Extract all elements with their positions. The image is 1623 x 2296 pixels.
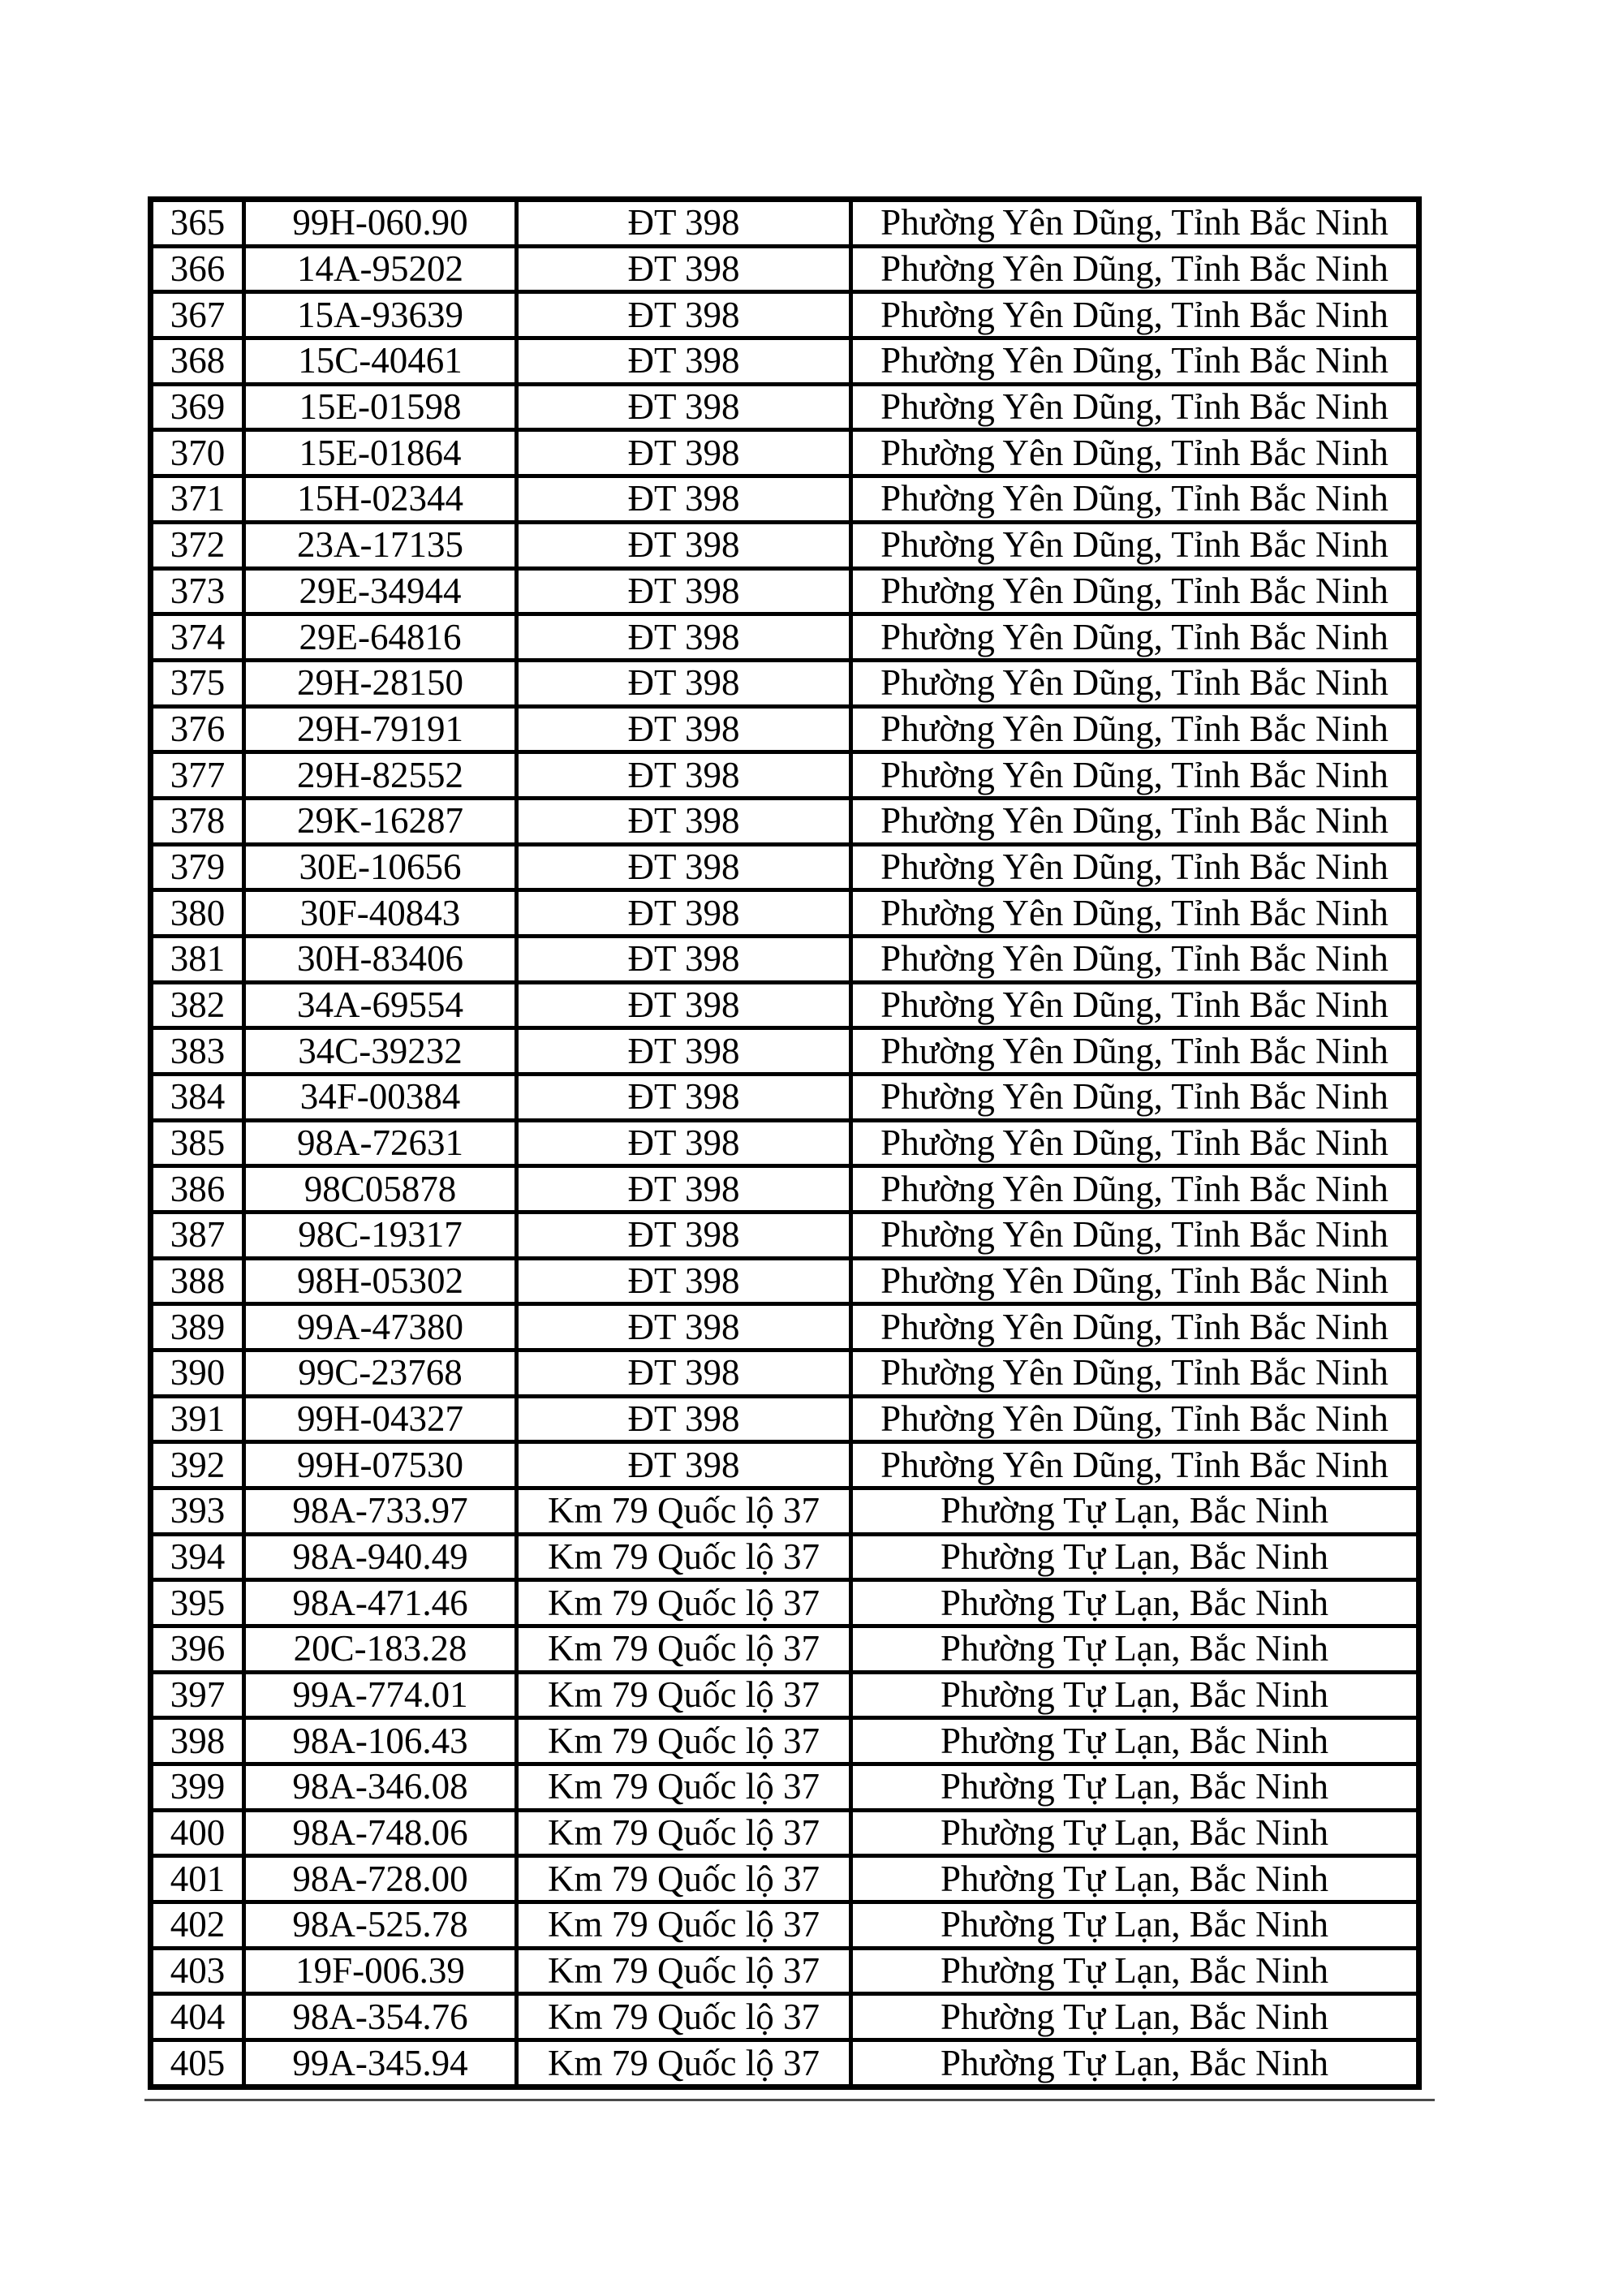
- location-cell: ĐT 398: [517, 1120, 851, 1166]
- plate-cell: 98A-748.06: [244, 1810, 517, 1856]
- address-cell: Phường Tự Lạn, Bắc Ninh: [851, 1534, 1419, 1580]
- address-cell: Phường Yên Dũng, Tỉnh Bắc Ninh: [851, 1258, 1419, 1304]
- location-cell: Km 79 Quốc lộ 37: [517, 1672, 851, 1718]
- table-row: [151, 936, 1419, 982]
- plate-cell: 99A-774.01: [244, 1672, 517, 1718]
- row-number-cell: 371: [151, 476, 244, 523]
- location-cell: ĐT 398: [517, 706, 851, 752]
- table-row: [151, 982, 1419, 1028]
- location-cell: ĐT 398: [517, 798, 851, 844]
- plate-cell: 99C-23768: [244, 1350, 517, 1396]
- table-row: [151, 1810, 1419, 1856]
- location-cell: Km 79 Quốc lộ 37: [517, 1626, 851, 1672]
- table-row: [151, 384, 1419, 430]
- address-cell: Phường Yên Dũng, Tỉnh Bắc Ninh: [851, 246, 1419, 292]
- location-cell: Km 79 Quốc lộ 37: [517, 1856, 851, 1902]
- address-cell: Phường Yên Dũng, Tỉnh Bắc Ninh: [851, 1028, 1419, 1075]
- location-cell: Km 79 Quốc lộ 37: [517, 1994, 851, 2040]
- plate-cell: 99H-060.90: [244, 200, 517, 247]
- row-number-cell: 367: [151, 292, 244, 338]
- table-row: [151, 1028, 1419, 1075]
- table-row: [151, 2040, 1419, 2087]
- table-row: [151, 844, 1419, 890]
- plate-cell: 99H-04327: [244, 1396, 517, 1442]
- row-number-cell: 395: [151, 1580, 244, 1626]
- plate-cell: 15H-02344: [244, 476, 517, 523]
- row-number-cell: 392: [151, 1442, 244, 1488]
- row-number-cell: 377: [151, 752, 244, 799]
- row-number-cell: 376: [151, 706, 244, 752]
- row-number-cell: 385: [151, 1120, 244, 1166]
- location-cell: ĐT 398: [517, 1350, 851, 1396]
- address-cell: Phường Yên Dũng, Tỉnh Bắc Ninh: [851, 1442, 1419, 1488]
- plate-cell: 19F-006.39: [244, 1948, 517, 1994]
- table-row: [151, 1764, 1419, 1810]
- location-cell: ĐT 398: [517, 430, 851, 476]
- plate-cell: 98A-940.49: [244, 1534, 517, 1580]
- address-cell: Phường Yên Dũng, Tỉnh Bắc Ninh: [851, 568, 1419, 614]
- row-number-cell: 405: [151, 2040, 244, 2087]
- location-cell: Km 79 Quốc lộ 37: [517, 1488, 851, 1534]
- location-cell: ĐT 398: [517, 384, 851, 430]
- location-cell: ĐT 398: [517, 660, 851, 706]
- plate-cell: 99A-345.94: [244, 2040, 517, 2087]
- plate-cell: 15E-01598: [244, 384, 517, 430]
- location-cell: ĐT 398: [517, 936, 851, 982]
- plate-cell: 15C-40461: [244, 338, 517, 385]
- plate-cell: 30F-40843: [244, 890, 517, 937]
- address-cell: Phường Tự Lạn, Bắc Ninh: [851, 2040, 1419, 2087]
- plate-cell: 23A-17135: [244, 522, 517, 568]
- row-number-cell: 388: [151, 1258, 244, 1304]
- table-row: [151, 200, 1419, 247]
- table-row: [151, 338, 1419, 385]
- plate-cell: 30H-83406: [244, 936, 517, 982]
- location-cell: Km 79 Quốc lộ 37: [517, 1902, 851, 1948]
- table-row: [151, 1580, 1419, 1626]
- address-cell: Phường Yên Dũng, Tỉnh Bắc Ninh: [851, 752, 1419, 799]
- address-cell: Phường Tự Lạn, Bắc Ninh: [851, 1672, 1419, 1718]
- location-cell: ĐT 398: [517, 476, 851, 523]
- address-cell: Phường Yên Dũng, Tỉnh Bắc Ninh: [851, 1166, 1419, 1213]
- address-cell: Phường Yên Dũng, Tỉnh Bắc Ninh: [851, 844, 1419, 890]
- table-row: [151, 430, 1419, 476]
- location-cell: Km 79 Quốc lộ 37: [517, 1718, 851, 1764]
- plate-cell: 98A-106.43: [244, 1718, 517, 1764]
- row-number-cell: 373: [151, 568, 244, 614]
- plate-cell: 29H-82552: [244, 752, 517, 799]
- vehicle-table-body: [151, 200, 1419, 2087]
- location-cell: ĐT 398: [517, 982, 851, 1028]
- plate-cell: 30E-10656: [244, 844, 517, 890]
- table-row: [151, 1948, 1419, 1994]
- table-row: [151, 1626, 1419, 1672]
- plate-cell: 98A-728.00: [244, 1856, 517, 1902]
- location-cell: Km 79 Quốc lộ 37: [517, 1580, 851, 1626]
- table-row: [151, 476, 1419, 523]
- address-cell: Phường Yên Dũng, Tỉnh Bắc Ninh: [851, 476, 1419, 523]
- row-number-cell: 387: [151, 1212, 244, 1258]
- table-row: [151, 1994, 1419, 2040]
- table-row: [151, 1534, 1419, 1580]
- location-cell: ĐT 398: [517, 246, 851, 292]
- table-row: [151, 1258, 1419, 1304]
- location-cell: ĐT 398: [517, 890, 851, 937]
- plate-cell: 29H-79191: [244, 706, 517, 752]
- table-row: [151, 1856, 1419, 1902]
- location-cell: ĐT 398: [517, 1258, 851, 1304]
- plate-cell: 15A-93639: [244, 292, 517, 338]
- row-number-cell: 399: [151, 1764, 244, 1810]
- row-number-cell: 380: [151, 890, 244, 937]
- address-cell: Phường Yên Dũng, Tỉnh Bắc Ninh: [851, 890, 1419, 937]
- location-cell: ĐT 398: [517, 1166, 851, 1213]
- row-number-cell: 389: [151, 1304, 244, 1350]
- plate-cell: 98A-471.46: [244, 1580, 517, 1626]
- plate-cell: 15E-01864: [244, 430, 517, 476]
- location-cell: ĐT 398: [517, 292, 851, 338]
- plate-cell: 98C05878: [244, 1166, 517, 1213]
- row-number-cell: 381: [151, 936, 244, 982]
- table-row: [151, 1902, 1419, 1948]
- table-row: [151, 1074, 1419, 1120]
- location-cell: ĐT 398: [517, 1396, 851, 1442]
- address-cell: Phường Tự Lạn, Bắc Ninh: [851, 1580, 1419, 1626]
- row-number-cell: 365: [151, 200, 244, 247]
- location-cell: ĐT 398: [517, 1074, 851, 1120]
- address-cell: Phường Yên Dũng, Tỉnh Bắc Ninh: [851, 1350, 1419, 1396]
- location-cell: ĐT 398: [517, 844, 851, 890]
- table-row: [151, 706, 1419, 752]
- address-cell: Phường Tự Lạn, Bắc Ninh: [851, 1718, 1419, 1764]
- plate-cell: 99H-07530: [244, 1442, 517, 1488]
- row-number-cell: 402: [151, 1902, 244, 1948]
- address-cell: Phường Tự Lạn, Bắc Ninh: [851, 1488, 1419, 1534]
- scan-artifact-line: [144, 2099, 1435, 2101]
- table-row: [151, 1488, 1419, 1534]
- plate-cell: 29K-16287: [244, 798, 517, 844]
- row-number-cell: 403: [151, 1948, 244, 1994]
- row-number-cell: 397: [151, 1672, 244, 1718]
- address-cell: Phường Yên Dũng, Tỉnh Bắc Ninh: [851, 1120, 1419, 1166]
- table-row: [151, 1718, 1419, 1764]
- plate-cell: 34C-39232: [244, 1028, 517, 1075]
- plate-cell: 99A-47380: [244, 1304, 517, 1350]
- row-number-cell: 369: [151, 384, 244, 430]
- address-cell: Phường Yên Dũng, Tỉnh Bắc Ninh: [851, 292, 1419, 338]
- row-number-cell: 386: [151, 1166, 244, 1213]
- address-cell: Phường Yên Dũng, Tỉnh Bắc Ninh: [851, 614, 1419, 661]
- address-cell: Phường Yên Dũng, Tỉnh Bắc Ninh: [851, 982, 1419, 1028]
- table-row: [151, 660, 1419, 706]
- row-number-cell: 400: [151, 1810, 244, 1856]
- row-number-cell: 394: [151, 1534, 244, 1580]
- plate-cell: 29E-64816: [244, 614, 517, 661]
- plate-cell: 98H-05302: [244, 1258, 517, 1304]
- table-row: [151, 1166, 1419, 1213]
- row-number-cell: 396: [151, 1626, 244, 1672]
- location-cell: ĐT 398: [517, 338, 851, 385]
- plate-cell: 98A-733.97: [244, 1488, 517, 1534]
- address-cell: Phường Yên Dũng, Tỉnh Bắc Ninh: [851, 1304, 1419, 1350]
- row-number-cell: 401: [151, 1856, 244, 1902]
- row-number-cell: 366: [151, 246, 244, 292]
- plate-cell: 29E-34944: [244, 568, 517, 614]
- table-row: [151, 1672, 1419, 1718]
- plate-cell: 29H-28150: [244, 660, 517, 706]
- location-cell: Km 79 Quốc lộ 37: [517, 1764, 851, 1810]
- row-number-cell: 398: [151, 1718, 244, 1764]
- address-cell: Phường Yên Dũng, Tỉnh Bắc Ninh: [851, 522, 1419, 568]
- row-number-cell: 379: [151, 844, 244, 890]
- location-cell: ĐT 398: [517, 1212, 851, 1258]
- table-row: [151, 292, 1419, 338]
- row-number-cell: 393: [151, 1488, 244, 1534]
- row-number-cell: 404: [151, 1994, 244, 2040]
- table-row: [151, 890, 1419, 937]
- table-row: [151, 522, 1419, 568]
- row-number-cell: 390: [151, 1350, 244, 1396]
- address-cell: Phường Yên Dũng, Tỉnh Bắc Ninh: [851, 1212, 1419, 1258]
- table-row: [151, 1212, 1419, 1258]
- address-cell: Phường Tự Lạn, Bắc Ninh: [851, 1626, 1419, 1672]
- table-row: [151, 1350, 1419, 1396]
- table-row: [151, 246, 1419, 292]
- plate-cell: 98A-525.78: [244, 1902, 517, 1948]
- address-cell: Phường Yên Dũng, Tỉnh Bắc Ninh: [851, 430, 1419, 476]
- plate-cell: 98A-354.76: [244, 1994, 517, 2040]
- location-cell: ĐT 398: [517, 568, 851, 614]
- plate-cell: 98C-19317: [244, 1212, 517, 1258]
- row-number-cell: 384: [151, 1074, 244, 1120]
- location-cell: ĐT 398: [517, 614, 851, 661]
- row-number-cell: 368: [151, 338, 244, 385]
- location-cell: ĐT 398: [517, 522, 851, 568]
- plate-cell: 20C-183.28: [244, 1626, 517, 1672]
- plate-cell: 14A-95202: [244, 246, 517, 292]
- table-row: [151, 1120, 1419, 1166]
- row-number-cell: 391: [151, 1396, 244, 1442]
- address-cell: Phường Yên Dũng, Tỉnh Bắc Ninh: [851, 200, 1419, 247]
- row-number-cell: 375: [151, 660, 244, 706]
- plate-cell: 34F-00384: [244, 1074, 517, 1120]
- address-cell: Phường Tự Lạn, Bắc Ninh: [851, 1810, 1419, 1856]
- table-row: [151, 1396, 1419, 1442]
- row-number-cell: 378: [151, 798, 244, 844]
- address-cell: Phường Tự Lạn, Bắc Ninh: [851, 1948, 1419, 1994]
- address-cell: Phường Yên Dũng, Tỉnh Bắc Ninh: [851, 1074, 1419, 1120]
- address-cell: Phường Tự Lạn, Bắc Ninh: [851, 1764, 1419, 1810]
- address-cell: Phường Tự Lạn, Bắc Ninh: [851, 1994, 1419, 2040]
- table-row: [151, 1442, 1419, 1488]
- address-cell: Phường Yên Dũng, Tỉnh Bắc Ninh: [851, 660, 1419, 706]
- plate-cell: 98A-72631: [244, 1120, 517, 1166]
- row-number-cell: 370: [151, 430, 244, 476]
- row-number-cell: 372: [151, 522, 244, 568]
- location-cell: ĐT 398: [517, 752, 851, 799]
- address-cell: Phường Tự Lạn, Bắc Ninh: [851, 1902, 1419, 1948]
- location-cell: Km 79 Quốc lộ 37: [517, 2040, 851, 2087]
- address-cell: Phường Yên Dũng, Tỉnh Bắc Ninh: [851, 936, 1419, 982]
- location-cell: ĐT 398: [517, 200, 851, 247]
- row-number-cell: 374: [151, 614, 244, 661]
- location-cell: Km 79 Quốc lộ 37: [517, 1948, 851, 1994]
- location-cell: Km 79 Quốc lộ 37: [517, 1534, 851, 1580]
- location-cell: ĐT 398: [517, 1304, 851, 1350]
- location-cell: Km 79 Quốc lộ 37: [517, 1810, 851, 1856]
- address-cell: Phường Yên Dũng, Tỉnh Bắc Ninh: [851, 338, 1419, 385]
- location-cell: ĐT 398: [517, 1442, 851, 1488]
- location-cell: ĐT 398: [517, 1028, 851, 1075]
- plate-cell: 34A-69554: [244, 982, 517, 1028]
- address-cell: Phường Yên Dũng, Tỉnh Bắc Ninh: [851, 1396, 1419, 1442]
- table-row: [151, 798, 1419, 844]
- address-cell: Phường Yên Dũng, Tỉnh Bắc Ninh: [851, 798, 1419, 844]
- address-cell: Phường Yên Dũng, Tỉnh Bắc Ninh: [851, 706, 1419, 752]
- address-cell: Phường Yên Dũng, Tỉnh Bắc Ninh: [851, 384, 1419, 430]
- table-row: [151, 752, 1419, 799]
- table-row: [151, 1304, 1419, 1350]
- vehicle-table: [148, 196, 1422, 2090]
- plate-cell: 98A-346.08: [244, 1764, 517, 1810]
- row-number-cell: 382: [151, 982, 244, 1028]
- row-number-cell: 383: [151, 1028, 244, 1075]
- table-row: [151, 614, 1419, 661]
- address-cell: Phường Tự Lạn, Bắc Ninh: [851, 1856, 1419, 1902]
- table-row: [151, 568, 1419, 614]
